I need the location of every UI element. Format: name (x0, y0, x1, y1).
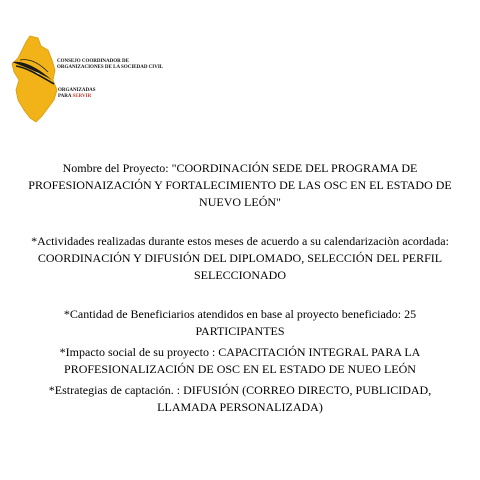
beneficiaries-paragraph: *Cantidad de Beneficiarios atendidos en base al proyecto beneficiado: 25 PARTICIPANTES (63, 307, 417, 338)
impact-paragraph: *Impacto social de su proyecto : CAPACITACIÓN INTEGRAL PARA LA PROFESIONALIZACIÓN DE OSC EN EL ESTADO DE NUEO LEÓN (59, 345, 421, 376)
project-name-paragraph: Nombre del Proyecto: "COORDINACIÓN SEDE DEL PROGRAMA DE PROFESIONAIZACIÓN Y FORTALECIMIENTO DE LAS OSC EN EL ESTADO DE NUEVO LEÓN" (28, 161, 452, 209)
activities-paragraph: *Actividades realizadas durante estos meses de acuerdo a su calendarizaciòn acordada: COORDINACIÓN Y DIFUSIÓN DEL DIPLOMADO, SELECCIÓN DEL PERFIL SELECCIONADO (31, 234, 449, 282)
organization-name (57, 59, 163, 71)
slogan-accent: SERVIR (72, 94, 92, 99)
report-body (20, 160, 460, 416)
slogan-prefix: PARA (58, 94, 73, 99)
slogan-line-2 (58, 94, 96, 100)
organization-name-line-1: CONSEJO COORDINADOR DE (57, 59, 129, 64)
organization-name-line-2: ORGANIZACIONES DE LA SOCIEDAD CIVIL (57, 65, 164, 70)
strategies-paragraph: *Estrategias de captación. : DIFUSIÓN (CORREO DIRECTO, PUBLICIDAD, LLAMADA PERSONALIZADA) (48, 383, 432, 414)
organization-slogan (58, 88, 96, 100)
swoosh-icon (8, 34, 68, 124)
slogan-line-1: ORGANIZADAS (58, 88, 96, 93)
organization-logo (8, 34, 168, 124)
